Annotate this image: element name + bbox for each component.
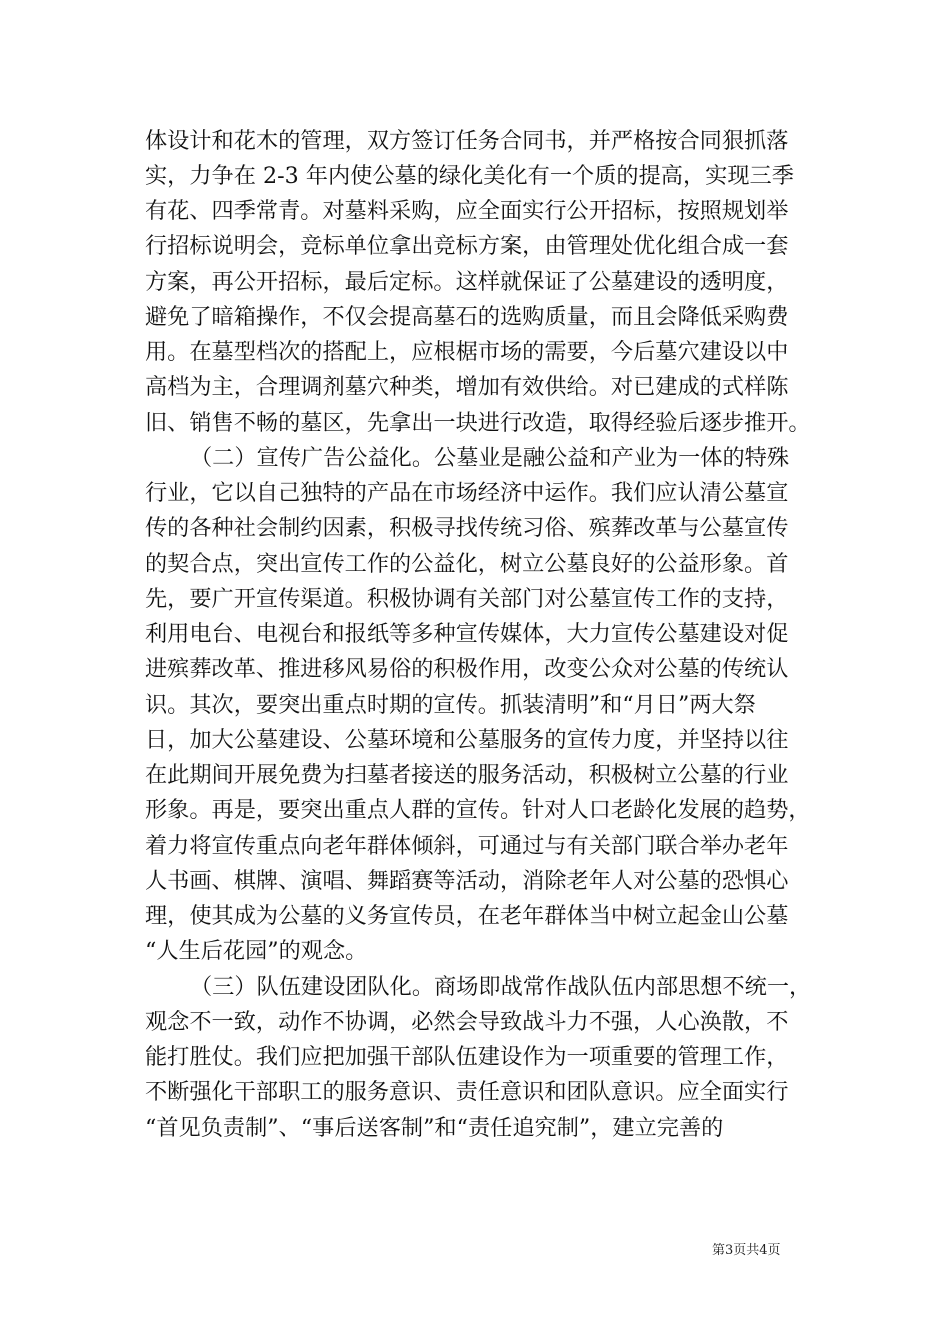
text-line-8: 高档为主，合理调剂墓穴种类，增加有效供给。对已建成的式样陈 [145,374,789,400]
page-number-footer: 第3页共4页 [712,1243,781,1258]
paragraph-2-heading-line: （二）宣传广告公益化。公墓业是融公益和产业为一体的特殊 [190,445,790,471]
text-line-3: 有花、四季常青。对墓料采购，应全面实行公开招标，按照规划举 [145,198,789,224]
text-line-29: “首见负责制”、“事后送客制”和“责任追究制”，建立完善的 [145,1115,724,1141]
text-line-28: 不断强化干部职工的服务意识、责任意识和团队意识。应全面实行 [145,1079,789,1105]
text-line-18: 日，加大公墓建设、公墓环境和公墓服务的宣传力度，并坚持以往 [145,727,789,753]
text-line-24: “人生后花园”的观念。 [145,938,368,964]
text-line-16: 进殡葬改革、推进移风易俗的积极作用，改变公众对公墓的传统认 [145,656,789,682]
text-line-19: 在此期间开展免费为扫墓者接送的服务活动，积极树立公墓的行业 [145,762,789,788]
text-line-6: 避免了暗箱操作，不仅会提高墓石的选购质量，而且会降低采购费 [145,304,789,330]
text-line-21: 着力将宣传重点向老年群体倾斜，可通过与有关部门联合举办老年 [145,833,789,859]
text-line-5: 方案，再公开招标，最后定标。这样就保证了公墓建设的透明度， [145,269,789,295]
text-line-23: 理，使其成为公墓的义务宣传员，在老年群体当中树立起金山公墓 [145,903,789,929]
text-line-11: 行业，它以自己独特的产品在市场经济中运作。我们应认清公墓宣 [145,480,789,506]
text-line-1: 体设计和花木的管理，双方签订任务合同书，并严格按合同狠抓落 [145,128,789,154]
text-line-4: 行招标说明会，竞标单位拿出竞标方案，由管理处优化组合成一套 [145,233,789,259]
text-line-2: 实，力争在 2-3 年内使公墓的绿化美化有一个质的提高，实现三季 [145,163,794,189]
text-line-9: 旧、销售不畅的墓区，先拿出一块进行改造，取得经验后逐步推开。 [145,410,811,436]
text-line-27: 能打胜仗。我们应把加强干部队伍建设作为一项重要的管理工作， [145,1044,789,1070]
text-line-26: 观念不一致，动作不协调，必然会导致战斗力不强，人心涣散，不 [145,1009,789,1035]
text-line-15: 利用电台、电视台和报纸等多种宣传媒体，大力宣传公墓建设对促 [145,621,789,647]
text-line-7: 用。在墓型档次的搭配上，应根椐市场的需要，今后墓穴建设以中 [145,339,789,365]
text-line-20: 形象。再是，要突出重点人群的宣传。针对人口老龄化发展的趋势， [145,797,811,823]
text-line-12: 传的各种社会制约因素，积极寻找传统习俗、殡葬改革与公墓宣传 [145,515,789,541]
text-line-14: 先，要广开宣传渠道。积极协调有关部门对公墓宣传工作的支持， [145,586,789,612]
text-line-13: 的契合点，突出宣传工作的公益化，树立公墓良好的公益形象。首 [145,551,789,577]
text-line-17: 识。其次，要突出重点时期的宣传。抓装清明”和“月日”两大祭 [145,692,756,718]
text-line-22: 人书画、棋牌、演唱、舞蹈赛等活动，消除老年人对公墓的恐惧心 [145,868,789,894]
paragraph-3-heading-line: （三）队伍建设团队化。商场即战常作战队伍内部思想不统一， [190,974,812,1000]
